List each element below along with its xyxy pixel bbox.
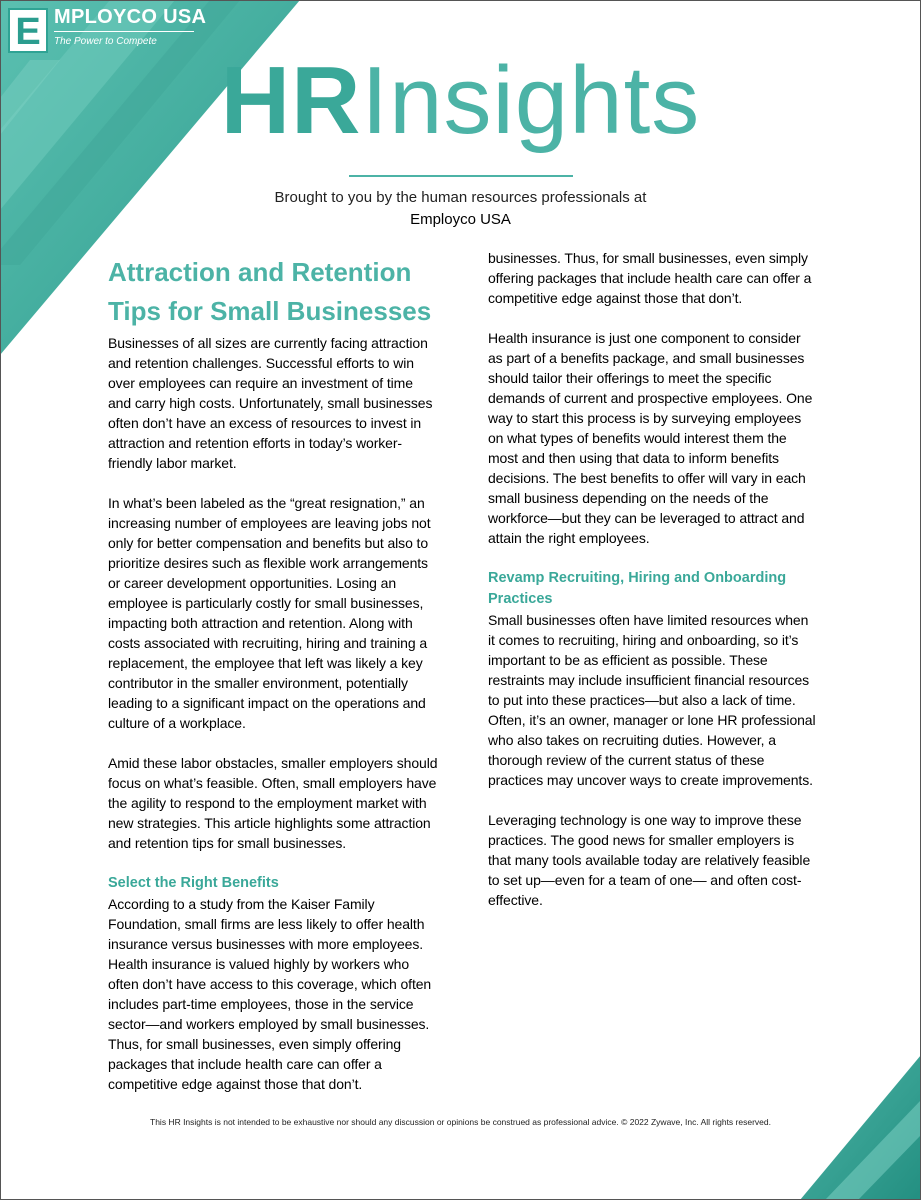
section-heading: Revamp Recruiting, Hiring and Onboarding Practices bbox=[488, 570, 787, 607]
logo-letter: E bbox=[15, 11, 41, 53]
intro-paragraph: Amid these labor obstacles, smaller employers should focus on what’s feasible. Often, small employers have the agility to respond to the employment market with new strategies. This article highlights some attraction and retention tips for small businesses. bbox=[108, 755, 438, 851]
logo-divider bbox=[54, 31, 194, 32]
section-paragraph-continued: businesses. Thus, for small businesses, even simply offering packages that include health care can offer a competitive edge against those that don’t. bbox=[488, 250, 812, 306]
masthead-bold: HR bbox=[220, 47, 362, 154]
masthead-light: Insights bbox=[361, 47, 701, 154]
left-column bbox=[108, 248, 438, 1092]
brought-by-company: Employco USA bbox=[410, 211, 511, 228]
section-paragraph: Health insurance is just one component to consider as part of a benefits package, and small businesses should tailor their offerings to meet the specific demands of current and prospective employees. One way to start this process is by surveying employees on what types of benefits would interest them the most and then using that data to inform benefits decisions. The best benefits to offer will vary in each small business depending on the needs of the workforce—but they can be leveraged to attract and attain the right employees. bbox=[488, 330, 813, 546]
footer-disclaimer: This HR Insights is not intended to be exhaustive nor should any discussion or opinions be construed as professional advice. © 2022 Zywave, Inc. All rights reserved. bbox=[150, 1117, 771, 1127]
right-column bbox=[488, 248, 818, 930]
section-paragraph: According to a study from the Kaiser Family Foundation, small firms are less likely to offer health insurance versus businesses with more employees. Health insurance is valued highly by workers who often don’t have access to this coverage, which often includes part-time employees, those in the service sector—and workers employed by small businesses. Thus, for small businesses, even simply offering packages that include health care can offer a competitive edge against those that don’t. bbox=[108, 896, 432, 1092]
brought-by-line: Brought to you by the human resources professionals at bbox=[274, 189, 647, 206]
article-title: Attraction and Retention Tips for Small Businesses bbox=[108, 257, 432, 326]
section-paragraph: Small businesses often have limited resources when it comes to recruiting, hiring and onboarding, so it’s important to be as efficient as possible. These restraints may include insufficient financial resources to put into these practices—but also a lack of time. Often, it’s an owner, manager or lone HR professional who also takes on recruiting duties. However, a thorough review of the current status of these practices may uncover ways to create improvements. bbox=[488, 612, 816, 788]
section-paragraph: Leveraging technology is one way to improve these practices. The good news for smaller employers is that many tools available today are relatively feasible to set up—even for a team of one— and often cost-effective. bbox=[488, 812, 811, 908]
section-heading: Select the Right Benefits bbox=[108, 875, 279, 891]
logo-name: MPLOYCO USA bbox=[54, 6, 207, 28]
logo-tagline: The Power to Compete bbox=[54, 36, 157, 47]
intro-paragraph: Businesses of all sizes are currently facing attraction and retention challenges. Successful efforts to win over employees can require an investment of time and carry high costs. Unfortunately, small businesses often don’t have an excess of resources to invest in attraction and retention efforts in today’s worker-friendly labor market. bbox=[108, 335, 433, 471]
intro-paragraph: In what’s been labeled as the “great resignation,” an increasing number of employees are leaving jobs not only for better compensation and benefits but also to prioritize desires such as flexible work arrangements or career development opportunities. Losing an employee is particularly costly for small businesses, impacting both attraction and retention. Along with costs associated with recruiting, hiring and training a replacement, the employee that left was likely a key contributor in the smaller environment, potentially leading to a significant impact on the operations and culture of a workplace. bbox=[108, 495, 431, 731]
masthead-title bbox=[0, 45, 921, 157]
masthead-divider bbox=[349, 175, 573, 177]
